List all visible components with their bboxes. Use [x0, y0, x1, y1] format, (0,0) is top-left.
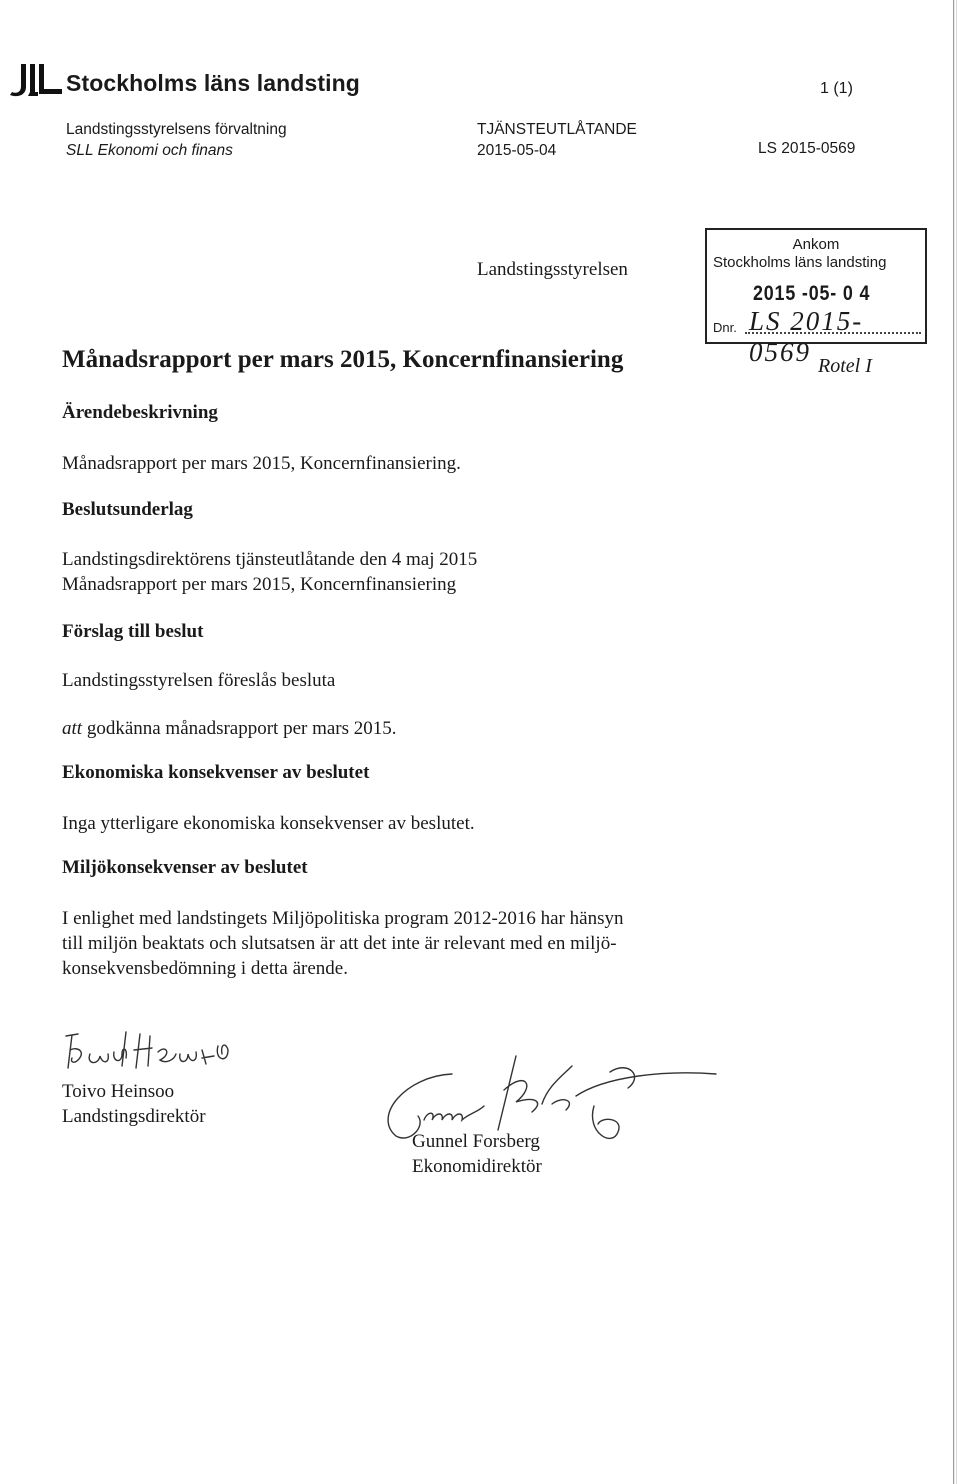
department-block: [66, 119, 287, 161]
heading-forslag: Förslag till beslut: [62, 621, 204, 642]
doc-type-block: [477, 119, 637, 161]
paragraph-line: I enlighet med landstingets Miljöpolitiska program 2012-2016 har hänsyn: [62, 908, 624, 929]
unit-name: SLL Ekonomi och finans: [66, 142, 233, 159]
doc-date: 2015-05-04: [477, 142, 557, 159]
stamp-title: Ankom: [792, 236, 840, 253]
scan-edge-border: [946, 0, 960, 1484]
signature-block-heinsoo: [62, 1079, 206, 1129]
department-name: Landstingsstyrelsens förvaltning: [66, 121, 287, 138]
heading-arendebeskrivning: Ärendebeskrivning: [62, 402, 218, 423]
document-title: Månadsrapport per mars 2015, Koncernfinansiering: [62, 346, 624, 373]
text-forslag: Landstingsstyrelsen föreslås besluta: [62, 670, 336, 691]
organization-name: Stockholms läns landsting: [66, 70, 360, 96]
att-keyword: att: [62, 718, 83, 739]
list-item: Landstingsdirektörens tjänsteutlåtande den 4 maj 2015: [62, 549, 478, 570]
signatory-role: Landstingsdirektör: [62, 1106, 206, 1127]
text-att-clause: [62, 718, 397, 740]
signatory-role: Ekonomidirektör: [412, 1156, 542, 1177]
reference-number: LS 2015-0569: [758, 140, 856, 157]
text-miljo: [62, 906, 722, 981]
rotel-note: Rotel I: [818, 355, 872, 377]
signatory-name: Toivo Heinsoo: [62, 1081, 175, 1102]
heading-ekonomiska: Ekonomiska konsekvenser av beslutet: [62, 762, 370, 783]
heading-beslutsunderlag: Beslutsunderlag: [62, 499, 193, 520]
signature-block-forsberg: [412, 1129, 542, 1179]
stamp-date: 2015 -05- 0 4: [753, 282, 871, 305]
sll-logo-icon: [8, 62, 64, 98]
list-item: Månadsrapport per mars 2015, Koncernfinansiering: [62, 574, 457, 595]
paragraph-line: till miljön beaktats och slutsatsen är att det inte är relevant med en miljö-: [62, 933, 617, 954]
stamp-dnr-label: Dnr.: [713, 320, 737, 335]
att-text: godkänna månadsrapport per mars 2015.: [82, 718, 397, 739]
signatory-name: Gunnel Forsberg: [412, 1131, 540, 1152]
stamp-dnr-handwritten: LS 2015-0569: [749, 306, 864, 367]
heading-miljo: Miljökonsekvenser av beslutet: [62, 857, 308, 878]
text-arendebeskrivning: Månadsrapport per mars 2015, Koncernfinansiering.: [62, 453, 461, 474]
text-ekonomiska: Inga ytterligare ekonomiska konsekvenser av beslutet.: [62, 813, 475, 834]
doc-type: TJÄNSTEUTLÅTANDE: [477, 121, 637, 138]
stamp-organization: Stockholms läns landsting: [713, 254, 887, 271]
paragraph-line: konsekvensbedömning i detta ärende.: [62, 958, 348, 979]
list-beslutsunderlag: [62, 547, 477, 597]
page-number: 1 (1): [820, 80, 853, 97]
recipient: Landstingsstyrelsen: [477, 259, 628, 280]
